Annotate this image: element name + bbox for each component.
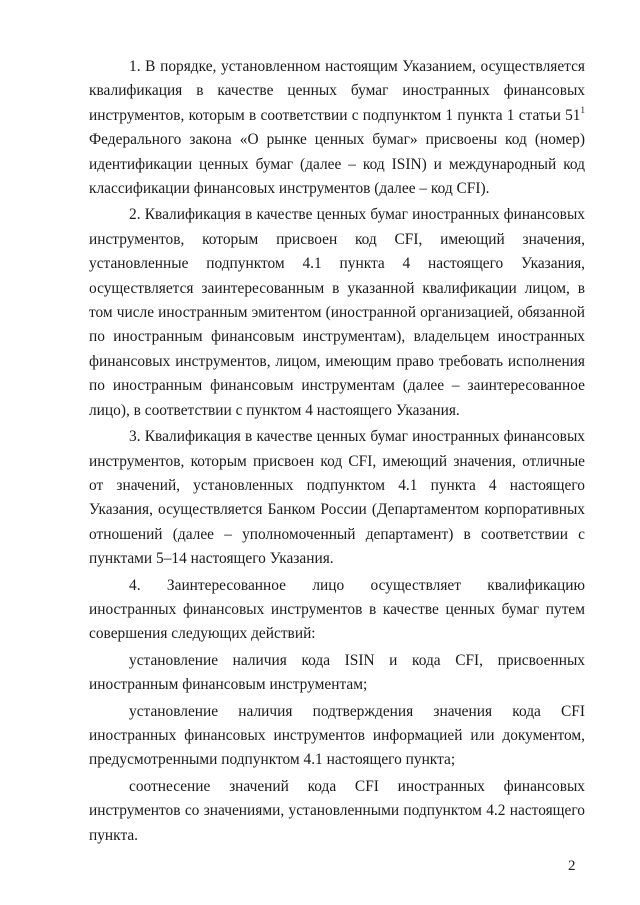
- paragraph-1-text-start: 1. В порядке, установленном настоящим Указанием, осуществляется квалификация в качестве ценных бумаг иностранных финансовых инструментов, которым в соответствии с подпунктом 1 пункта 1 статьи 51: [89, 58, 585, 124]
- list-item-3: соотнесение значений кода CFI иностранных финансовых инструментов со значениями, установленными подпунктом 4.2 настоящего пункта.: [89, 777, 585, 844]
- paragraph-2: 2. Квалификация в качестве ценных бумаг иностранных финансовых инструментов, которым присвоен код CFI, имеющий значения, установленные подпунктом 4.1 пункта 4 настоящего Указания, осуществляется заинтересованным в указанной квалификации лицом, в том числе иностранным эмитентом (иностранной организацией, обязанной по иностранным финансовым инструментам), владельцем иностранных финансовых инструментов, лицом, имеющим право требовать исполнения по иностранным финансовым инструментам (далее – заинтересованное лицо), в соответствии с пунктом 4 настоящего Указания.: [89, 206, 585, 419]
- paragraph-1-text-end: Федерального закона «О рынке ценных бумаг» присвоены код (номер) идентификации ценных бумаг (далее – код ISIN) и международный код классификации финансовых инструментов (далее – код CFI).: [89, 131, 585, 198]
- paragraph-4: 4. Заинтересованное лицо осуществляет квалификацию иностранных финансовых инструментов в качестве ценных бумаг путем совершения следующих действий:: [89, 576, 585, 643]
- footnote-marker: 1: [580, 104, 585, 115]
- list-item-2: установление наличия подтверждения значения кода CFI иностранных финансовых инструментов информацией или документом, предусмотренными подпунктом 4.1 настоящего пункта;: [89, 702, 585, 769]
- list-item-1: установление наличия кода ISIN и кода CFI, присвоенных иностранным финансовым инструментам;: [89, 651, 585, 694]
- paragraph-3: 3. Квалификация в качестве ценных бумаг иностранных финансовых инструментов, которым присвоен код CFI, имеющий значения, отличные от значений, установленных подпунктом 4.1 пункта 4 настоящего Указания, осуществляется Банком России (Департаментом корпоративных отношений (далее – уполномоченный департамент) в соответствии с пунктами 5–14 настоящего Указания.: [89, 428, 585, 568]
- document-body: [89, 55, 585, 850]
- paragraph-1: [89, 55, 585, 201]
- page-number: 2: [568, 858, 576, 874]
